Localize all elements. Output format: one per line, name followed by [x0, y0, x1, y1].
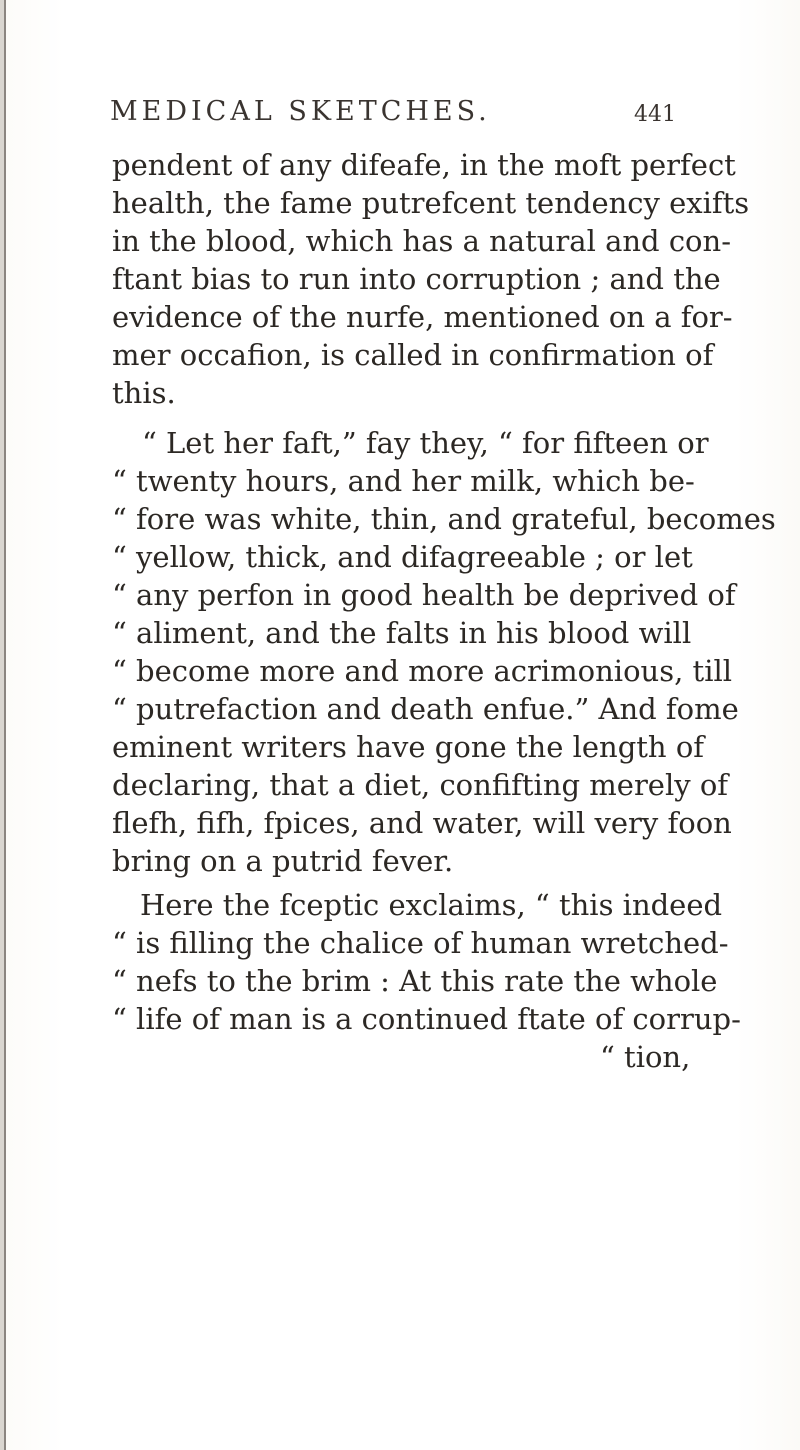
text-line: “ nefs to the brim : At this rate the whole: [112, 964, 718, 998]
text-line: “ is filling the chalice of human wretched-: [112, 926, 729, 960]
text-line: flefh, fifh, fpices, and water, will very foon: [112, 806, 732, 840]
text-line: ftant bias to run into corruption ; and the: [112, 262, 721, 296]
text-line: eminent writers have gone the length of: [112, 730, 705, 764]
text-line: Here the fceptic exclaims, “ this indeed: [140, 888, 723, 922]
text-line: “ Let her faft,” fay they, “ for fifteen or: [142, 426, 709, 460]
text-line: this.: [112, 376, 176, 410]
text-line: “ any perfon in good health be deprived of: [112, 578, 736, 612]
text-line: declaring, that a diet, confifting merely of: [112, 768, 729, 802]
text-line: evidence of the nurfe, mentioned on a for-: [112, 300, 733, 334]
text-line: “ putrefaction and death enfue.” And fome: [112, 692, 739, 726]
text-line: “ become more and more acrimonious, till: [112, 654, 733, 688]
text-line: pendent of any difeafe, in the moft perfect: [112, 148, 736, 182]
page-number: 441: [634, 102, 676, 127]
page-header: [110, 96, 730, 136]
text-line: “ fore was white, thin, and grateful, becomes: [112, 502, 776, 536]
gutter-edge: [4, 0, 6, 1450]
text-line: in the blood, which has a natural and con-: [112, 224, 731, 258]
text-line: “ yellow, thick, and difagreeable ; or let: [112, 540, 693, 574]
text-line: mer occafion, is called in confirmation of: [112, 338, 714, 372]
text-line: “ aliment, and the falts in his blood will: [112, 616, 692, 650]
text-line: “ twenty hours, and her milk, which be-: [112, 464, 695, 498]
catchword: “ tion,: [600, 1040, 691, 1074]
text-line: “ life of man is a continued ftate of corrup-: [112, 1002, 741, 1036]
text-line: health, the fame putrefcent tendency exifts: [112, 186, 750, 220]
text-line: bring on a putrid fever.: [112, 844, 454, 878]
running-head: MEDICAL SKETCHES.: [110, 96, 491, 127]
